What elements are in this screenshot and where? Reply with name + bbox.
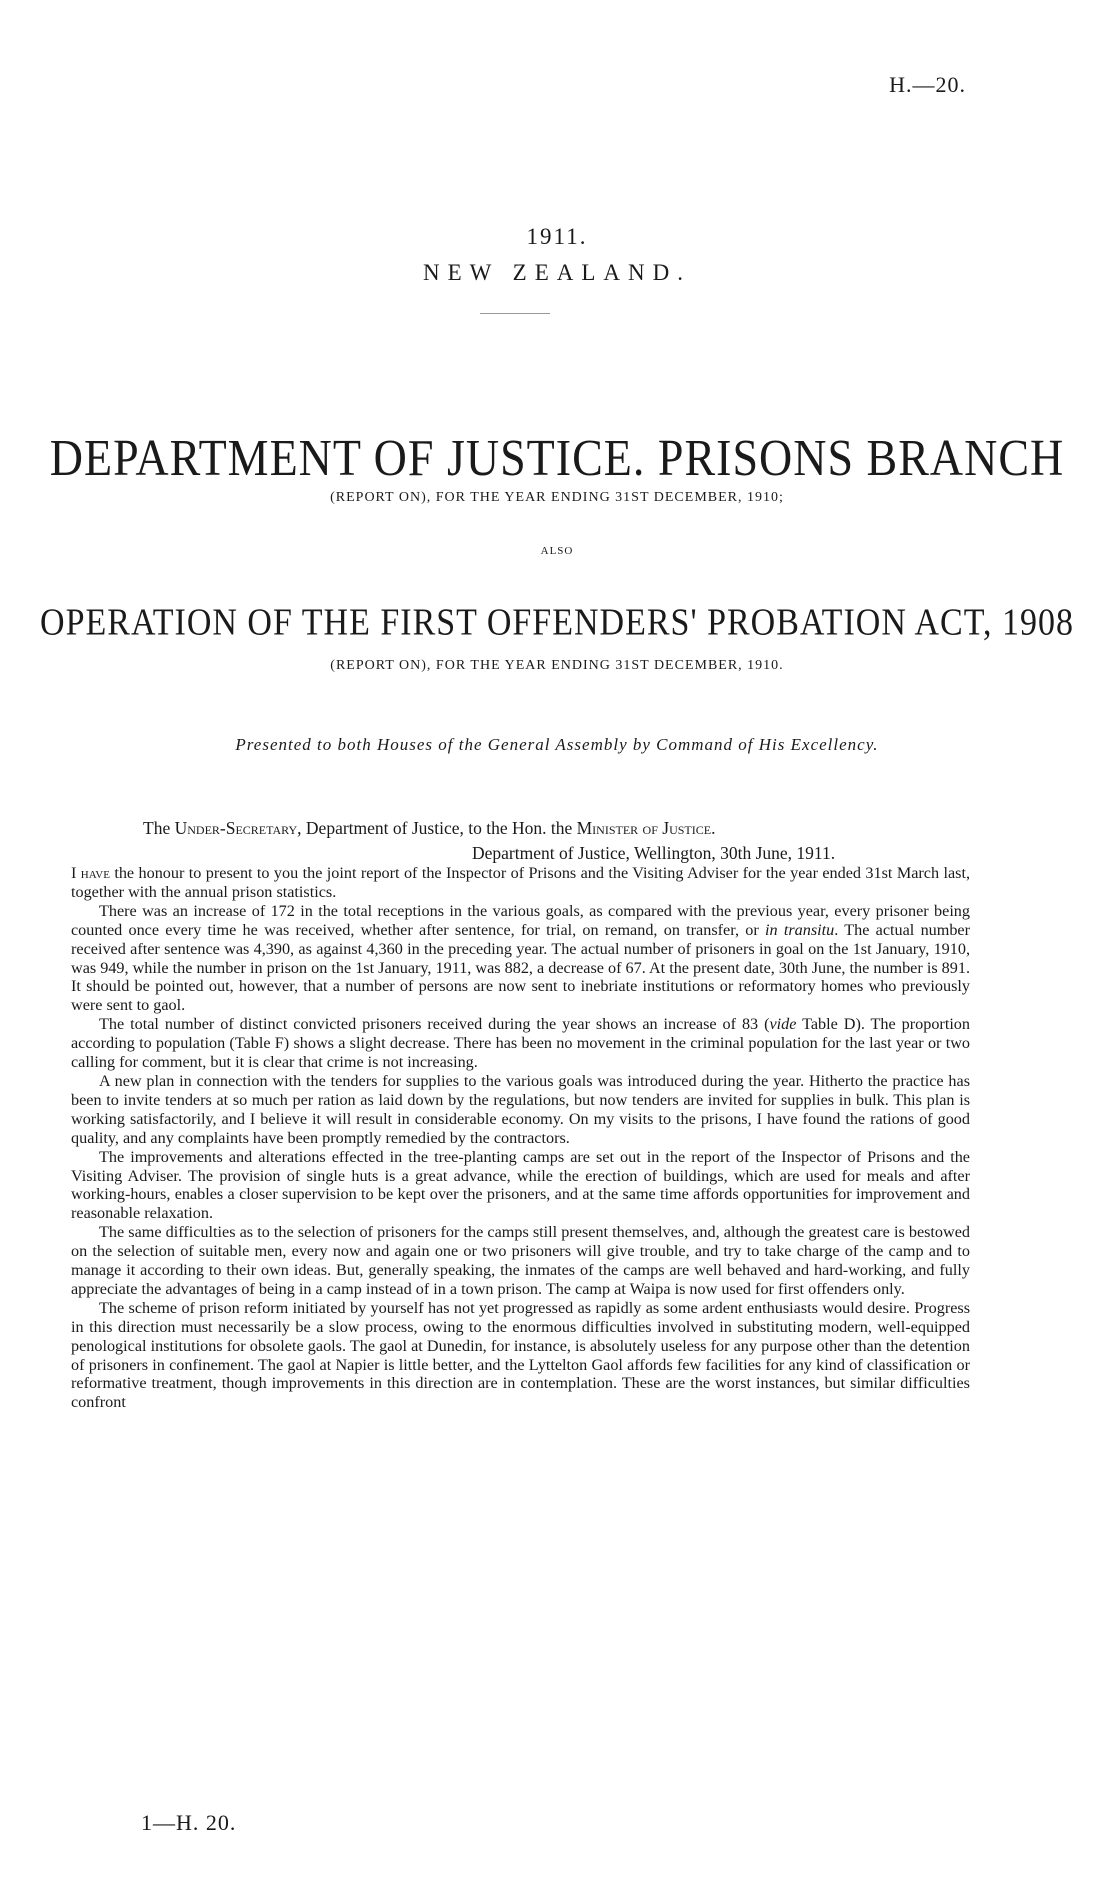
letter-salutation [143, 818, 715, 839]
salutation-prefix: The [143, 818, 175, 838]
paragraph-2 [71, 902, 970, 1015]
main-title: DEPARTMENT OF JUSTICE. PRISONS BRANCH [49, 429, 1065, 487]
page-reference-top: H.—20. [889, 72, 966, 97]
paragraph-4: A new plan in connection with the tenders for supplies to the various goals was introduced during the year. Hitherto the practice has been to invite tenders at so much per ration as laid down by the regulations, but now tenders are invited for supplies in bulk. This plan is working satisfactorily, and I believe it will result in considerable economy. On my visits to the prisons, I have found the rations of good quality, and any complaints have been promptly remedied by the contractors. [71, 1071, 970, 1147]
presented-line: Presented to both Houses of the General Assembly by Command of His Excellency. [235, 735, 879, 754]
page-reference-bottom: 1—H. 20. [141, 1810, 237, 1835]
paragraph-3-italic: vide [769, 1015, 797, 1034]
second-subtitle: (REPORT ON), FOR THE YEAR ENDING 31ST DECEMBER, 1910. [330, 658, 784, 673]
paragraph-2-text-b: . The actual number received after sentence was 4,390, as against 4,360 in the preceding year. The actual number of prisoners in goal on the 1st January, 1910, was 949, while the number in prison on the 1st January, 1911, was 882, a decrease of 67. At the present date, 30th June, the number is 891. It should be pointed out, however, that a number of persons are now sent to inebriate institutions or reformatory homes who previously were sent to gaol. [71, 920, 971, 1015]
paragraph-1-text: the honour to present to you the joint report of the Inspector of Prisons and the Visiting Adviser for the year ended 31st March last, together with the annual prison statistics. [71, 864, 970, 901]
letter-body [71, 864, 970, 1412]
paragraph-2-text-a: There was an increase of 172 in the total receptions in the various goals, as compared with the previous year, every prisoner being counted once every time he was received, whether after sentence, for trial, on remand, on transfer, or [71, 901, 970, 939]
salutation-mid: , Department of Justice, to the Hon. the [297, 818, 577, 838]
second-title: OPERATION OF THE FIRST OFFENDERS' PROBATION ACT, 1908 [40, 602, 1074, 644]
document-country: NEW ZEALAND. [422, 260, 692, 285]
also-label: ALSO [540, 545, 574, 557]
paragraph-6: The same difficulties as to the selection of prisoners for the camps still present themselves, and, although the greatest care is bestowed on the selection of suitable men, every now and again one or two prisoners will give trouble, and try to take charge of the camp and to manage it according to their own ideas. But, generally speaking, the inmates of the camps are well behaved and hard-working, and fully appreciate the advantages of being in a camp instead of in a town prison. The camp at Waipa is now used for first offenders only. [71, 1223, 970, 1298]
salutation-to: Minister of Justice [576, 818, 712, 838]
paragraph-1 [71, 864, 970, 902]
document-year: 1911. [526, 224, 588, 249]
paragraph-3 [71, 1015, 970, 1072]
paragraph-3-text-b: Table D). The proportion according to population (Table F) shows a slight decrease. There has been no movement in the criminal population for the last year or two calling for comment, but it is clear that crime is not increasing. [71, 1015, 970, 1072]
paragraph-7: The scheme of prison reform initiated by yourself has not yet progressed as rapidly as some ardent enthusiasts would desire. Progress in this direction must necessarily be a slow process, owing to the enormous difficulties involved in substituting modern, well-equipped penological institutions for obsolete gaols. The gaol at Dunedin, for instance, is absolutely useless for any purpose other than the detention of prisoners in confinement. The gaol at Napier is little better, and the Lyttelton Gaol affords few facilities for any kind of classification or reformative treatment, though improvements in this direction are in contemplation. These are the worst instances, but similar difficulties confront [71, 1298, 970, 1412]
paragraph-1-lead: I have [71, 864, 110, 882]
paragraph-2-italic: in transitu [765, 920, 835, 939]
paragraph-5: The improvements and alterations effected in the tree-planting camps are set out in the report of the Inspector of Prisons and the Visiting Adviser. The provision of single huts is a great advance, while the erection of buildings, which are used for meals and after working-hours, enables a closer supervision to be kept over the prisoners, and at the same time affords opportunities for improvement and reasonable relaxation. [71, 1147, 970, 1223]
salutation-from: Under-Secretary [174, 818, 298, 838]
main-subtitle: (REPORT ON), FOR THE YEAR ENDING 31ST DECEMBER, 1910; [330, 490, 784, 505]
letter-dateline: Department of Justice, Wellington, 30th June, 1911. [472, 843, 836, 863]
salutation-end: . [711, 818, 716, 838]
title-divider [480, 313, 550, 314]
paragraph-3-text-a: The total number of distinct convicted prisoners received during the year shows an increase of 83 ( [99, 1015, 770, 1034]
